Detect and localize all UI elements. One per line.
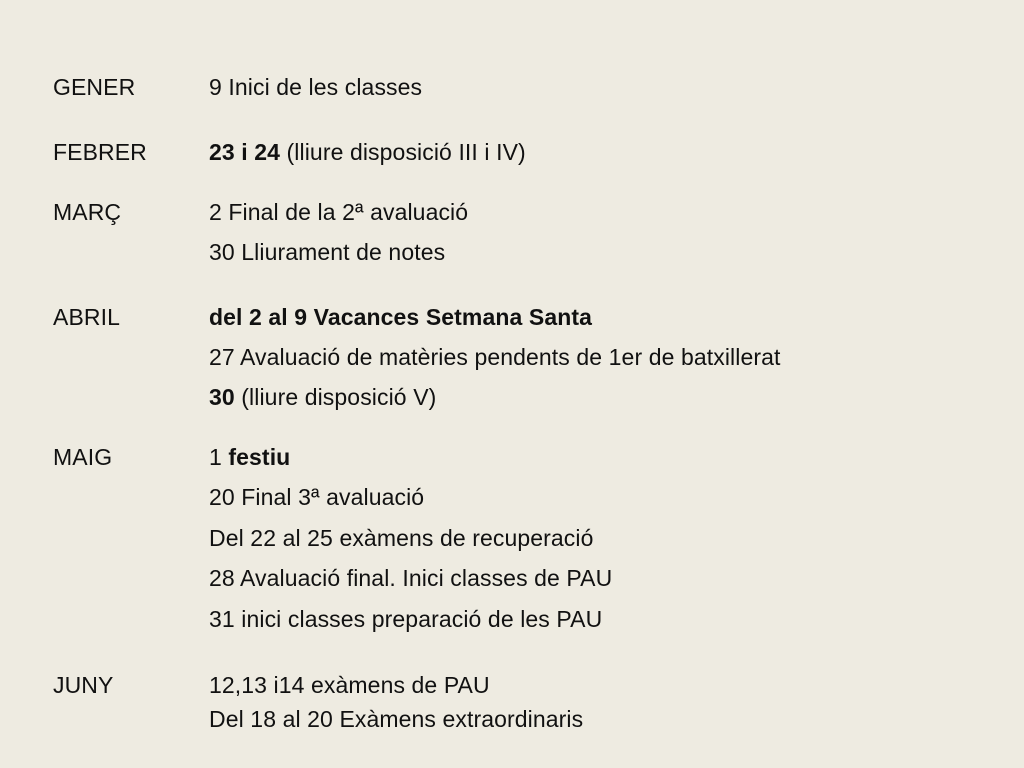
event-line (209, 238, 445, 266)
event-line (209, 524, 594, 552)
event-text: 30 Lliurament de notes (209, 239, 446, 265)
event-line (209, 671, 490, 699)
event-date: 23 i 24 (209, 139, 281, 165)
event-line (209, 198, 468, 226)
event-text: festiu (228, 444, 291, 470)
event-line (209, 73, 422, 101)
event-line (209, 303, 592, 331)
event-line (209, 343, 781, 371)
event-line (209, 383, 436, 411)
event-text: 9 Inici de les classes (209, 74, 423, 100)
event-text: 28 Avaluació final. Inici classes de PAU (209, 565, 613, 591)
event-text: 31 inici classes preparació de les PAU (209, 606, 603, 632)
month-label-marc: MARÇ (53, 199, 122, 225)
event-line (209, 138, 526, 166)
event-text: (lliure disposició V) (234, 384, 437, 410)
event-line (209, 443, 290, 471)
event-line (209, 705, 583, 733)
event-text: 20 Final 3ª avaluació (209, 484, 425, 510)
event-text: Del 18 al 20 Exàmens extraordinaris (209, 706, 584, 732)
month-label-febrer: FEBRER (53, 139, 147, 165)
month-label-maig: MAIG (53, 444, 113, 470)
event-text: 27 Avaluació de matèries pendents de 1er de batxillerat (209, 344, 781, 370)
event-text: 2 Final de la 2ª avaluació (209, 199, 469, 225)
event-text: del 2 al 9 Vacances Setmana Santa (209, 304, 593, 330)
event-date: 1 (209, 444, 229, 470)
event-line (209, 564, 612, 592)
event-date: 30 (209, 384, 235, 410)
month-label-gener: GENER (53, 74, 136, 100)
month-label-abril: ABRIL (53, 304, 120, 330)
event-text: Del 22 al 25 exàmens de recuperació (209, 525, 594, 551)
event-text: (lliure disposició III i IV) (280, 139, 526, 165)
event-line (209, 483, 424, 511)
event-line (209, 605, 602, 633)
event-text: 12,13 i14 exàmens de PAU (209, 672, 490, 698)
month-label-juny: JUNY (53, 672, 114, 698)
